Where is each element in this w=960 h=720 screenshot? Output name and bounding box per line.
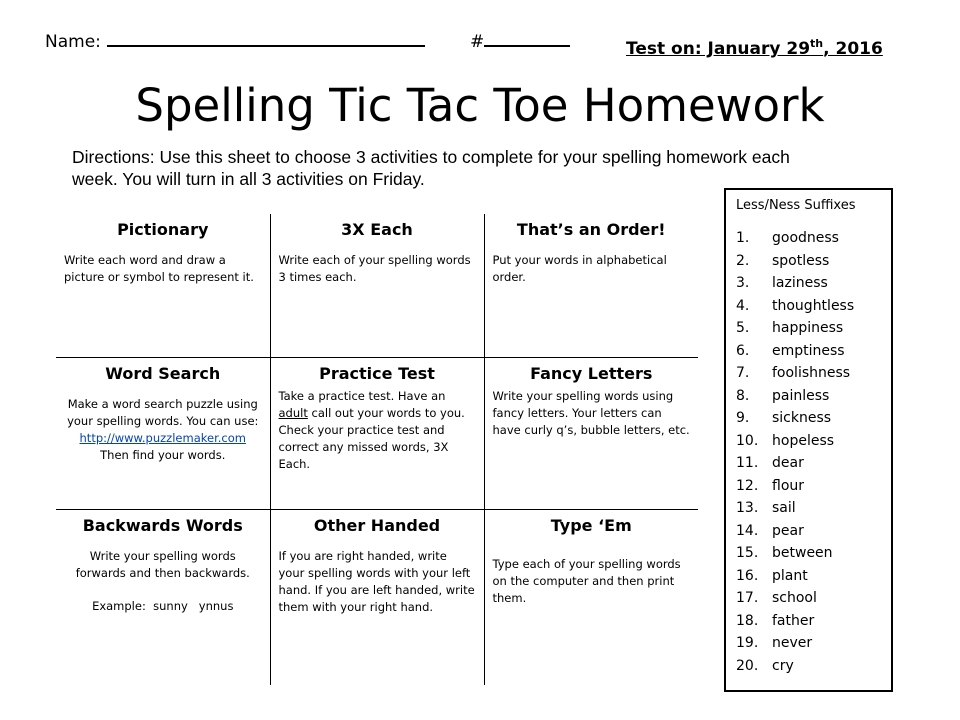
word-text: sickness xyxy=(772,410,832,426)
word-number: 4. xyxy=(736,297,750,314)
word-text: sail xyxy=(772,500,796,516)
word-number: 5. xyxy=(736,320,750,336)
cell-title: Type ‘Em xyxy=(550,515,632,535)
word-text: spotless xyxy=(772,252,830,269)
word-list-item xyxy=(736,272,891,295)
number-blank-line[interactable] xyxy=(484,33,570,47)
cell-body: If you are right handed, write your spelling words with your left hand. If you are left handed, write them with your right hand. xyxy=(278,548,475,614)
cell-body: Put your words in alphabetical order. xyxy=(492,253,667,284)
puzzlemaker-link[interactable]: http://www.puzzlemaker.com xyxy=(79,430,246,445)
word-list-item xyxy=(736,655,891,678)
page-title: Spelling Tic Tac Toe Homework xyxy=(135,79,825,132)
word-text: hopeless xyxy=(772,432,835,449)
word-text: thoughtless xyxy=(772,297,855,314)
word-list-item xyxy=(736,610,891,633)
word-number: 2. xyxy=(736,252,750,269)
word-list-item xyxy=(736,542,891,565)
word-text: foolishness xyxy=(772,365,851,381)
cell-body: Write your spelling words using fancy letters. Your letters can have curly q’s, bubble letters, etc. xyxy=(492,388,690,437)
word-number: 8. xyxy=(736,387,750,404)
word-text: between xyxy=(772,545,833,561)
cell-backwards-words xyxy=(56,509,270,685)
word-number: 1. xyxy=(736,230,750,246)
word-text: school xyxy=(772,590,817,606)
cell-title: Other Handed xyxy=(313,515,441,535)
word-number: 6. xyxy=(736,342,750,359)
cell-practice-test xyxy=(270,357,484,509)
word-number: 17. xyxy=(736,590,759,606)
cell-title: That’s an Order! xyxy=(516,220,666,239)
cell-body: Write your spelling words forwards and then backwards. xyxy=(75,548,250,580)
test-date: Test on: January 29th, 2016 xyxy=(626,37,883,59)
cell-body: Write each word and draw a picture or symbol to represent it. xyxy=(64,253,254,284)
word-list-item xyxy=(736,250,891,273)
word-text: emptiness xyxy=(772,342,845,359)
word-text: plant xyxy=(772,567,808,584)
word-list-item xyxy=(736,632,891,655)
cell-pictionary xyxy=(56,214,270,357)
word-text: painless xyxy=(772,387,830,404)
word-number: 13. xyxy=(736,500,759,516)
word-number: 3. xyxy=(736,275,750,291)
word-text: dear xyxy=(772,455,804,471)
word-number: 11. xyxy=(736,455,759,471)
word-text: laziness xyxy=(772,275,828,291)
word-list-item xyxy=(736,430,891,453)
word-number: 9. xyxy=(736,410,750,426)
word-number: 7. xyxy=(736,365,750,381)
number-field[interactable] xyxy=(470,32,570,52)
word-number: 12. xyxy=(736,477,759,494)
word-list-item xyxy=(736,475,891,498)
cell-example: Example: sunny ynnus xyxy=(92,598,234,613)
word-number: 16. xyxy=(736,567,759,584)
cell-fancy-letters xyxy=(484,357,698,509)
word-number: 20. xyxy=(736,657,759,674)
word-list-item xyxy=(736,340,891,363)
cell-title: 3X Each xyxy=(341,220,413,239)
cell-title: Practice Test xyxy=(319,363,435,383)
cell-title: Word Search xyxy=(105,363,221,383)
word-list-item xyxy=(736,317,891,340)
cell-title: Fancy Letters xyxy=(530,363,653,383)
word-number: 19. xyxy=(736,635,759,651)
cell-title: Backwards Words xyxy=(82,515,243,535)
word-list xyxy=(736,227,891,677)
cell-title: Pictionary xyxy=(117,220,209,239)
cell-body: Write each of your spelling words 3 times each. xyxy=(278,253,471,284)
word-list-title: Less/Ness Suffixes xyxy=(736,198,856,213)
tic-tac-toe-grid xyxy=(56,214,698,685)
word-number: 10. xyxy=(736,432,759,449)
word-list-item xyxy=(736,407,891,430)
cell-other-handed xyxy=(270,509,484,685)
word-number: 15. xyxy=(736,545,759,561)
number-label: # xyxy=(470,32,485,52)
word-list-item xyxy=(736,587,891,610)
cell-type-em xyxy=(484,509,698,685)
word-list-item xyxy=(736,452,891,475)
word-number: 18. xyxy=(736,612,759,629)
name-blank-line[interactable] xyxy=(107,33,425,47)
word-text: father xyxy=(772,612,815,629)
cell-word-search xyxy=(56,357,270,509)
cell-body: Type each of your spelling words on the computer and then print them. xyxy=(492,556,681,605)
word-text: pear xyxy=(772,522,804,539)
word-list-box xyxy=(724,188,893,692)
word-text: never xyxy=(772,635,813,651)
word-text: cry xyxy=(772,657,794,674)
word-list-item xyxy=(736,520,891,543)
cell-3x-each xyxy=(270,214,484,357)
word-list-item xyxy=(736,497,891,520)
word-list-item xyxy=(736,565,891,588)
cell-body: Take a practice test. Have an adult call out your words to you. Check your practice test and correct any missed words, 3X Each. xyxy=(278,388,465,471)
word-list-item xyxy=(736,227,891,250)
word-list-item xyxy=(736,385,891,408)
cell-body: Make a word search puzzle using your spelling words. You can use: http://www.puzzlemaker.com Then find your words. xyxy=(67,396,259,462)
word-text: flour xyxy=(772,477,805,494)
directions-text: Directions: Use this sheet to choose 3 activities to complete for your spelling homework each week. You will turn in all 3 activities on Friday. xyxy=(72,147,790,189)
word-number: 14. xyxy=(736,522,759,539)
word-list-item xyxy=(736,295,891,318)
word-text: goodness xyxy=(772,230,839,246)
word-list-item xyxy=(736,362,891,385)
word-text: happiness xyxy=(772,320,844,336)
cell-thats-an-order xyxy=(484,214,698,357)
name-label: Name: xyxy=(45,32,101,52)
name-field[interactable] xyxy=(45,32,425,52)
